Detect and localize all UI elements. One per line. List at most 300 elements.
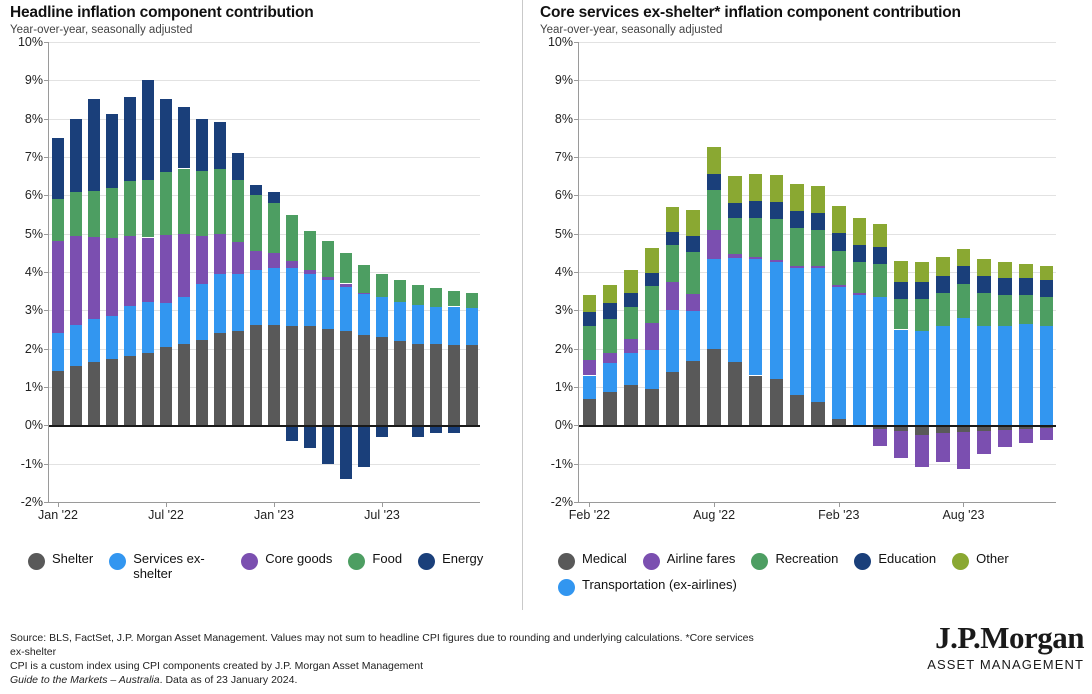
bar-segment bbox=[88, 191, 100, 237]
bar-segment bbox=[603, 303, 617, 318]
bar-segment bbox=[340, 331, 352, 426]
bar-segment bbox=[178, 234, 190, 298]
x-tick-mark bbox=[963, 502, 964, 507]
bar-column[interactable] bbox=[376, 42, 388, 502]
bar-segment bbox=[832, 233, 846, 250]
bar-segment bbox=[1019, 429, 1033, 442]
legend-swatch-icon bbox=[854, 553, 871, 570]
bar-segment bbox=[749, 174, 763, 201]
bar-column[interactable] bbox=[268, 42, 280, 502]
bar-segment bbox=[106, 359, 118, 425]
y-axis-tick-label: 10% bbox=[17, 35, 43, 49]
bar-segment bbox=[977, 431, 991, 454]
bar-segment bbox=[1019, 264, 1033, 277]
bar-column[interactable] bbox=[178, 42, 190, 502]
bar-segment bbox=[196, 171, 208, 236]
legend-swatch-icon bbox=[348, 553, 365, 570]
bar-segment bbox=[70, 119, 82, 192]
bar-column[interactable] bbox=[160, 42, 172, 502]
bar-segment bbox=[466, 345, 478, 426]
bar-segment bbox=[124, 181, 136, 235]
legend-swatch-icon bbox=[643, 553, 660, 570]
bar-segment bbox=[232, 331, 244, 425]
brand-name: J.P.Morgan bbox=[935, 620, 1084, 655]
bar-segment bbox=[707, 147, 721, 174]
y-axis-tick-label: 4% bbox=[554, 265, 573, 279]
bar-segment bbox=[448, 291, 460, 306]
legend-label: Other bbox=[976, 551, 1009, 566]
bar-segment bbox=[412, 285, 424, 305]
bar-segment bbox=[52, 138, 64, 199]
y-axis-tick-label: 4% bbox=[24, 265, 43, 279]
bar-segment bbox=[977, 259, 991, 276]
x-axis-line bbox=[579, 502, 1056, 503]
bar-segment bbox=[448, 345, 460, 426]
bar-segment bbox=[376, 337, 388, 425]
bar-segment bbox=[106, 114, 118, 188]
bar-segment bbox=[957, 266, 971, 283]
bar-segment bbox=[790, 395, 804, 426]
bar-segment bbox=[603, 392, 617, 426]
bar-segment bbox=[358, 293, 370, 334]
guide-title: Guide to the Markets – Australia bbox=[10, 673, 160, 686]
y-axis-tick-label: 6% bbox=[554, 188, 573, 203]
bar-column[interactable] bbox=[894, 42, 908, 502]
x-tick-mark bbox=[166, 502, 167, 507]
bar-segment bbox=[853, 262, 867, 293]
legend-label: Education bbox=[878, 551, 937, 566]
bar-segment bbox=[770, 262, 784, 379]
legend-label: Food bbox=[372, 551, 403, 566]
zero-axis-line bbox=[49, 425, 480, 427]
legend-swatch-icon bbox=[241, 553, 258, 570]
legend-item[interactable] bbox=[348, 552, 402, 570]
bar-segment bbox=[666, 310, 680, 371]
bar-column[interactable] bbox=[52, 42, 64, 502]
bar-segment bbox=[412, 425, 424, 437]
bar-segment bbox=[624, 293, 638, 306]
bar-segment bbox=[232, 242, 244, 274]
bar-column[interactable] bbox=[1019, 42, 1033, 502]
bar-segment bbox=[811, 230, 825, 266]
bar-segment bbox=[853, 293, 867, 295]
y-axis-tick-label: 9% bbox=[554, 73, 573, 88]
bar-segment bbox=[832, 206, 846, 233]
y-axis-tick-label: -2% bbox=[550, 495, 573, 509]
legend-swatch-icon bbox=[418, 553, 435, 570]
x-tick-mark bbox=[714, 502, 715, 507]
bar-segment bbox=[268, 253, 280, 268]
bar-column[interactable] bbox=[394, 42, 406, 502]
bar-column[interactable] bbox=[686, 42, 700, 502]
bar-segment bbox=[322, 277, 334, 281]
x-tick-mark bbox=[839, 502, 840, 507]
x-axis-tick-label: Jan '23 bbox=[254, 508, 294, 522]
legend-label: Shelter bbox=[52, 551, 94, 566]
bar-segment bbox=[790, 266, 804, 268]
bar-segment bbox=[853, 245, 867, 262]
bar-segment bbox=[707, 230, 721, 259]
bar-segment bbox=[70, 236, 82, 325]
bar-segment bbox=[686, 361, 700, 425]
bar-column[interactable] bbox=[832, 42, 846, 502]
bar-segment bbox=[666, 207, 680, 232]
bar-segment bbox=[106, 188, 118, 239]
bar-segment bbox=[214, 333, 226, 425]
y-axis-tick-label: 2% bbox=[554, 341, 573, 356]
bar-column[interactable] bbox=[583, 42, 597, 502]
bar-segment bbox=[430, 288, 442, 306]
bar-segment bbox=[749, 201, 763, 218]
bar-segment bbox=[666, 372, 680, 426]
bar-segment bbox=[178, 344, 190, 425]
y-axis-tick-label: 6% bbox=[24, 188, 43, 203]
bar-segment bbox=[603, 363, 617, 392]
legend-swatch-icon bbox=[952, 553, 969, 570]
bar-segment bbox=[583, 295, 597, 312]
bar-segment bbox=[707, 259, 721, 349]
bar-segment bbox=[340, 284, 352, 287]
legend-item[interactable] bbox=[952, 552, 1009, 570]
bar-segment bbox=[70, 192, 82, 236]
legend-label: Services ex-shelter bbox=[133, 551, 205, 581]
bar-segment bbox=[873, 429, 887, 446]
brand-subtitle: ASSET MANAGEMENT bbox=[927, 657, 1084, 672]
chart-subtitle-right: Year-over-year, seasonally adjusted bbox=[540, 24, 723, 36]
bar-segment bbox=[624, 307, 638, 340]
bar-segment bbox=[873, 264, 887, 297]
bar-segment bbox=[936, 257, 950, 276]
panel-divider bbox=[522, 0, 523, 610]
bar-segment bbox=[853, 218, 867, 245]
bar-segment bbox=[394, 280, 406, 301]
y-axis-tick-label: 0% bbox=[554, 418, 573, 433]
bar-segment bbox=[160, 172, 172, 236]
bar-column[interactable] bbox=[977, 42, 991, 502]
bar-segment bbox=[214, 274, 226, 333]
bar-segment bbox=[142, 80, 154, 180]
legend-item[interactable] bbox=[558, 578, 737, 596]
bar-segment bbox=[214, 234, 226, 273]
footnote-line-2: CPI is a custom index using CPI components created by J.P. Morgan Asset Management bbox=[10, 659, 424, 672]
bar-segment bbox=[268, 325, 280, 426]
bar-column[interactable] bbox=[936, 42, 950, 502]
bar-column[interactable] bbox=[624, 42, 638, 502]
bar-segment bbox=[645, 248, 659, 273]
bar-segment bbox=[160, 235, 172, 303]
y-axis-tick-label: 1% bbox=[24, 380, 43, 394]
bar-segment bbox=[873, 224, 887, 247]
bar-column[interactable] bbox=[707, 42, 721, 502]
bar-segment bbox=[770, 202, 784, 219]
bar-column[interactable] bbox=[124, 42, 136, 502]
chart-title-left: Headline inflation component contribution bbox=[10, 4, 314, 21]
bar-segment bbox=[915, 299, 929, 332]
bar-segment bbox=[790, 268, 804, 395]
bar-segment bbox=[957, 432, 971, 468]
bar-segment bbox=[915, 435, 929, 468]
bar-segment bbox=[232, 274, 244, 332]
bar-segment bbox=[88, 362, 100, 426]
y-axis-tick-label: -2% bbox=[20, 495, 43, 509]
bar-column[interactable] bbox=[88, 42, 100, 502]
bar-segment bbox=[52, 333, 64, 371]
bar-segment bbox=[749, 376, 763, 426]
bar-column[interactable] bbox=[645, 42, 659, 502]
bar-segment bbox=[196, 119, 208, 171]
bar-column[interactable] bbox=[304, 42, 316, 502]
bar-series-group bbox=[579, 42, 1056, 502]
bar-segment bbox=[603, 319, 617, 354]
bar-column[interactable] bbox=[430, 42, 442, 502]
bar-segment bbox=[394, 341, 406, 425]
bar-segment bbox=[686, 252, 700, 294]
bar-column[interactable] bbox=[142, 42, 154, 502]
bar-segment bbox=[811, 266, 825, 268]
bar-column[interactable] bbox=[412, 42, 424, 502]
bar-segment bbox=[728, 176, 742, 203]
bar-segment bbox=[322, 241, 334, 277]
legend-swatch-icon bbox=[558, 553, 575, 570]
bar-segment bbox=[936, 293, 950, 326]
bar-segment bbox=[998, 430, 1012, 447]
bar-segment bbox=[707, 349, 721, 426]
bar-segment bbox=[894, 330, 908, 426]
bar-segment bbox=[873, 247, 887, 264]
bar-segment bbox=[583, 360, 597, 375]
x-axis-tick-label: Jul '22 bbox=[148, 508, 184, 522]
bar-segment bbox=[358, 335, 370, 425]
x-tick-mark bbox=[382, 502, 383, 507]
bar-segment bbox=[196, 284, 208, 340]
bar-segment bbox=[376, 274, 388, 297]
bar-segment bbox=[583, 312, 597, 325]
bar-column[interactable] bbox=[70, 42, 82, 502]
legend-item[interactable] bbox=[241, 552, 332, 570]
legend-item[interactable] bbox=[558, 552, 627, 570]
bar-segment bbox=[707, 174, 721, 189]
bar-segment bbox=[998, 262, 1012, 277]
headline-inflation-panel bbox=[0, 0, 520, 610]
bar-segment bbox=[88, 319, 100, 362]
x-tick-mark bbox=[589, 502, 590, 507]
bar-segment bbox=[214, 122, 226, 169]
y-axis-tick-label: -1% bbox=[20, 456, 43, 471]
bar-column[interactable] bbox=[232, 42, 244, 502]
legend-label: Medical bbox=[582, 551, 627, 566]
legend-label: Recreation bbox=[775, 551, 839, 566]
plot-wrap-left bbox=[0, 35, 520, 522]
brand-logo bbox=[927, 622, 1084, 672]
bar-segment bbox=[728, 362, 742, 426]
bar-segment bbox=[448, 307, 460, 345]
legend-right bbox=[558, 552, 1092, 596]
bar-segment bbox=[142, 353, 154, 425]
bar-column[interactable] bbox=[250, 42, 262, 502]
bar-segment bbox=[160, 99, 172, 172]
bar-segment bbox=[178, 169, 190, 234]
bar-segment bbox=[832, 251, 846, 286]
bar-column[interactable] bbox=[853, 42, 867, 502]
bar-column[interactable] bbox=[666, 42, 680, 502]
bar-column[interactable] bbox=[448, 42, 460, 502]
bar-segment bbox=[430, 307, 442, 345]
bar-segment bbox=[88, 99, 100, 191]
bar-column[interactable] bbox=[770, 42, 784, 502]
bar-segment bbox=[666, 232, 680, 245]
bar-segment bbox=[106, 238, 118, 315]
bar-segment bbox=[977, 326, 991, 426]
bar-segment bbox=[686, 236, 700, 251]
bar-segment bbox=[998, 326, 1012, 426]
bar-segment bbox=[52, 241, 64, 333]
bar-segment bbox=[52, 371, 64, 425]
y-axis-tick-label: 2% bbox=[24, 341, 43, 356]
bar-segment bbox=[811, 186, 825, 213]
legend-item[interactable] bbox=[28, 552, 93, 570]
bar-segment bbox=[645, 286, 659, 322]
bar-column[interactable] bbox=[466, 42, 478, 502]
bar-column[interactable] bbox=[873, 42, 887, 502]
bar-segment bbox=[142, 302, 154, 353]
legend-item[interactable] bbox=[751, 552, 838, 570]
bar-segment bbox=[811, 268, 825, 402]
bar-column[interactable] bbox=[196, 42, 208, 502]
bar-segment bbox=[811, 402, 825, 425]
bar-segment bbox=[52, 199, 64, 241]
x-axis-tick-label: Feb '22 bbox=[568, 508, 611, 522]
bar-column[interactable] bbox=[998, 42, 1012, 502]
bar-segment bbox=[394, 302, 406, 341]
bar-segment bbox=[749, 257, 763, 259]
bar-segment bbox=[70, 366, 82, 425]
bar-segment bbox=[603, 285, 617, 303]
bar-column[interactable] bbox=[340, 42, 352, 502]
bar-segment bbox=[977, 276, 991, 293]
bar-segment bbox=[232, 180, 244, 242]
bar-column[interactable] bbox=[811, 42, 825, 502]
bar-segment bbox=[322, 425, 334, 463]
y-axis-tick-label: 0% bbox=[24, 418, 43, 433]
bar-segment bbox=[250, 185, 262, 195]
bar-segment bbox=[624, 339, 638, 352]
bar-segment bbox=[666, 245, 680, 281]
bar-segment bbox=[250, 195, 262, 251]
bar-segment bbox=[124, 306, 136, 357]
bar-column[interactable] bbox=[603, 42, 617, 502]
bar-column[interactable] bbox=[1040, 42, 1054, 502]
legend-label: Transportation (ex-airlines) bbox=[582, 577, 737, 592]
bar-segment bbox=[1040, 326, 1054, 426]
bar-segment bbox=[196, 340, 208, 425]
y-axis-tick-label: 8% bbox=[554, 111, 573, 126]
bar-segment bbox=[1019, 278, 1033, 295]
legend-item[interactable] bbox=[854, 552, 936, 570]
legend-swatch-icon bbox=[558, 579, 575, 596]
bar-segment bbox=[957, 318, 971, 425]
bar-segment bbox=[286, 326, 298, 426]
bar-segment bbox=[376, 297, 388, 337]
x-axis-line bbox=[49, 502, 480, 503]
bar-segment bbox=[160, 303, 172, 347]
plot-wrap-right bbox=[530, 35, 1092, 522]
bar-segment bbox=[268, 192, 280, 204]
core-services-panel bbox=[530, 0, 1092, 610]
bar-segment bbox=[770, 260, 784, 262]
bar-segment bbox=[998, 278, 1012, 295]
bar-segment bbox=[268, 203, 280, 253]
legend-left bbox=[28, 552, 518, 581]
bar-segment bbox=[124, 236, 136, 306]
bar-segment bbox=[340, 253, 352, 284]
bar-segment bbox=[322, 329, 334, 426]
bar-segment bbox=[957, 284, 971, 319]
bar-segment bbox=[936, 326, 950, 426]
bar-segment bbox=[1040, 266, 1054, 279]
bar-column[interactable] bbox=[790, 42, 804, 502]
x-axis-tick-label: Aug '22 bbox=[693, 508, 736, 522]
bar-column[interactable] bbox=[957, 42, 971, 502]
legend-item[interactable] bbox=[109, 552, 225, 581]
x-axis-tick-label: Jan '22 bbox=[38, 508, 78, 522]
bar-segment bbox=[728, 254, 742, 258]
bar-column[interactable] bbox=[358, 42, 370, 502]
bar-segment bbox=[466, 308, 478, 344]
chart-title-right: Core services ex-shelter* inflation component contribution bbox=[540, 4, 961, 21]
bar-segment bbox=[583, 399, 597, 426]
bar-segment bbox=[790, 211, 804, 228]
bar-segment bbox=[412, 344, 424, 426]
bar-column[interactable] bbox=[106, 42, 118, 502]
bar-segment bbox=[160, 347, 172, 425]
bar-segment bbox=[376, 425, 388, 437]
bar-segment bbox=[358, 265, 370, 293]
bar-segment bbox=[124, 356, 136, 425]
bar-segment bbox=[1040, 428, 1054, 440]
bar-segment bbox=[124, 97, 136, 181]
y-axis-tick-label: 1% bbox=[554, 380, 573, 394]
bar-segment bbox=[645, 273, 659, 286]
y-axis-tick-label: 7% bbox=[554, 150, 573, 164]
bar-segment bbox=[142, 180, 154, 238]
bar-segment bbox=[603, 353, 617, 363]
bar-column[interactable] bbox=[915, 42, 929, 502]
plot-area-left bbox=[17, 35, 480, 522]
y-axis-tick-label: 9% bbox=[24, 73, 43, 88]
x-axis-tick-label: Jul '23 bbox=[364, 508, 400, 522]
bar-column[interactable] bbox=[728, 42, 742, 502]
bar-segment bbox=[142, 238, 154, 302]
bar-segment bbox=[977, 293, 991, 326]
bar-segment bbox=[770, 219, 784, 259]
legend-label: Energy bbox=[442, 551, 484, 566]
bar-column[interactable] bbox=[749, 42, 763, 502]
bar-segment bbox=[686, 311, 700, 361]
legend-item[interactable] bbox=[418, 552, 483, 570]
bar-segment bbox=[894, 299, 908, 330]
bar-column[interactable] bbox=[322, 42, 334, 502]
bar-column[interactable] bbox=[286, 42, 298, 502]
bar-segment bbox=[340, 287, 352, 331]
legend-item[interactable] bbox=[643, 552, 736, 570]
plot-area-right bbox=[547, 35, 1056, 522]
source-footnote bbox=[10, 632, 770, 687]
bar-column[interactable] bbox=[214, 42, 226, 502]
y-axis-tick-label: 3% bbox=[554, 303, 573, 318]
x-tick-mark bbox=[58, 502, 59, 507]
footnote-date: . Data as of 23 January 2024. bbox=[159, 673, 298, 686]
bar-segment bbox=[666, 282, 680, 311]
